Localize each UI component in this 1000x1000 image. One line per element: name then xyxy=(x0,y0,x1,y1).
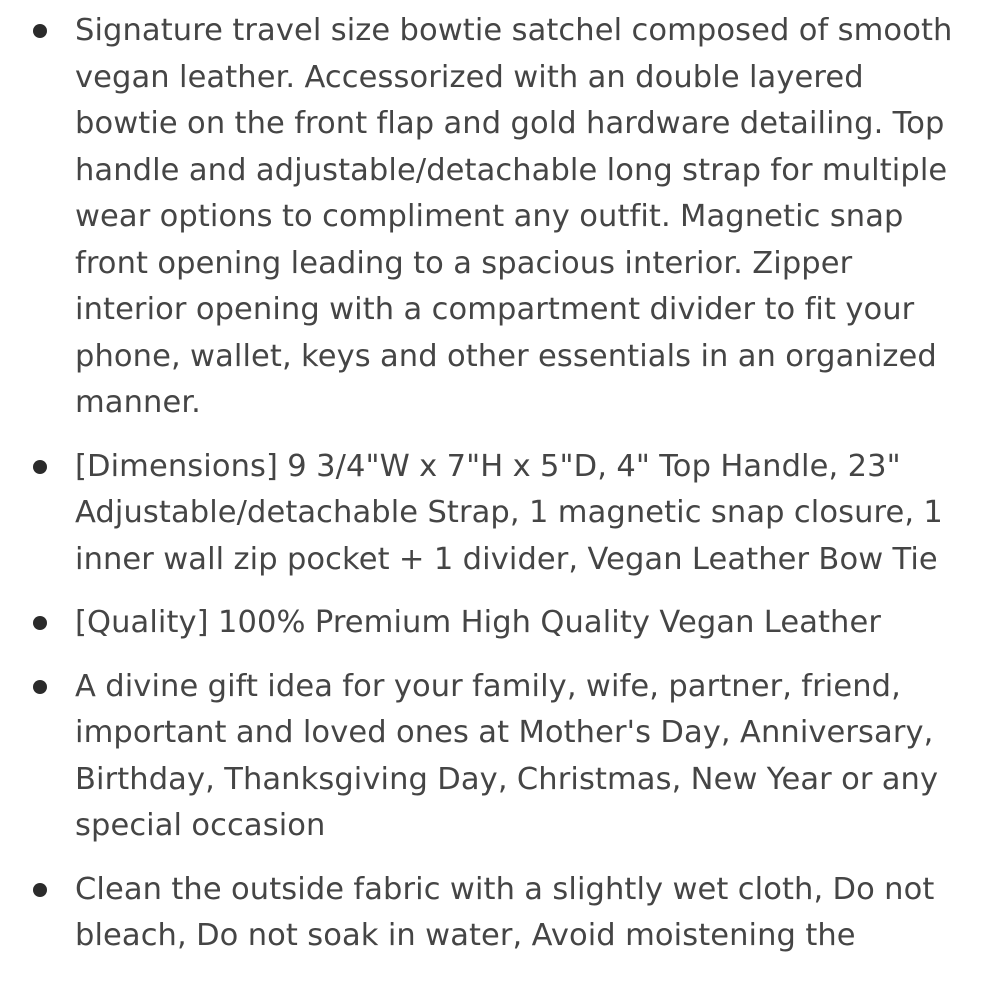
feature-text: [Quality] 100% Premium High Quality Vegan Leather xyxy=(75,605,881,640)
feature-bullet-description xyxy=(0,8,1000,427)
feature-bullet-dimensions xyxy=(0,444,1000,584)
feature-bullet-care xyxy=(0,867,1000,960)
bullet-icon xyxy=(33,680,47,694)
feature-text: [Dimensions] 9 3/4"W x 7"H x 5"D, 4" Top Handle, 23" Adjustable/detachable Strap, 1 magnetic snap closure, 1 inner wall zip pocket + 1 divider, Vegan Leather Bow Tie xyxy=(75,448,943,577)
bullet-icon xyxy=(33,883,47,897)
bullet-icon xyxy=(33,616,47,630)
feature-text: Clean the outside fabric with a slightly wet cloth, Do not bleach, Do not soak in water, Avoid moistening the xyxy=(75,871,935,953)
bullet-icon xyxy=(33,460,47,474)
bullet-icon xyxy=(33,24,47,38)
feature-bullet-quality xyxy=(0,600,1000,647)
feature-text: A divine gift idea for your family, wife, partner, friend, important and loved ones at Mother's Day, Anniversary, Birthday, Thanksgiving Day, Christmas, New Year or any special occasion xyxy=(75,668,939,843)
feature-bullet-gift xyxy=(0,664,1000,850)
product-feature-list xyxy=(0,8,1000,977)
feature-text: Signature travel size bowtie satchel composed of smooth vegan leather. Accessorized with an double layered bowtie on the front flap and gold hardware detailing. Top handle and adjustable/detachable long strap for multiple wear options to compliment any outfit. Magnetic snap front opening leading to a spacious interior. Zipper interior opening with a compartment divider to fit your phone, wallet, keys and other essentials in an organized manner. xyxy=(75,13,953,420)
